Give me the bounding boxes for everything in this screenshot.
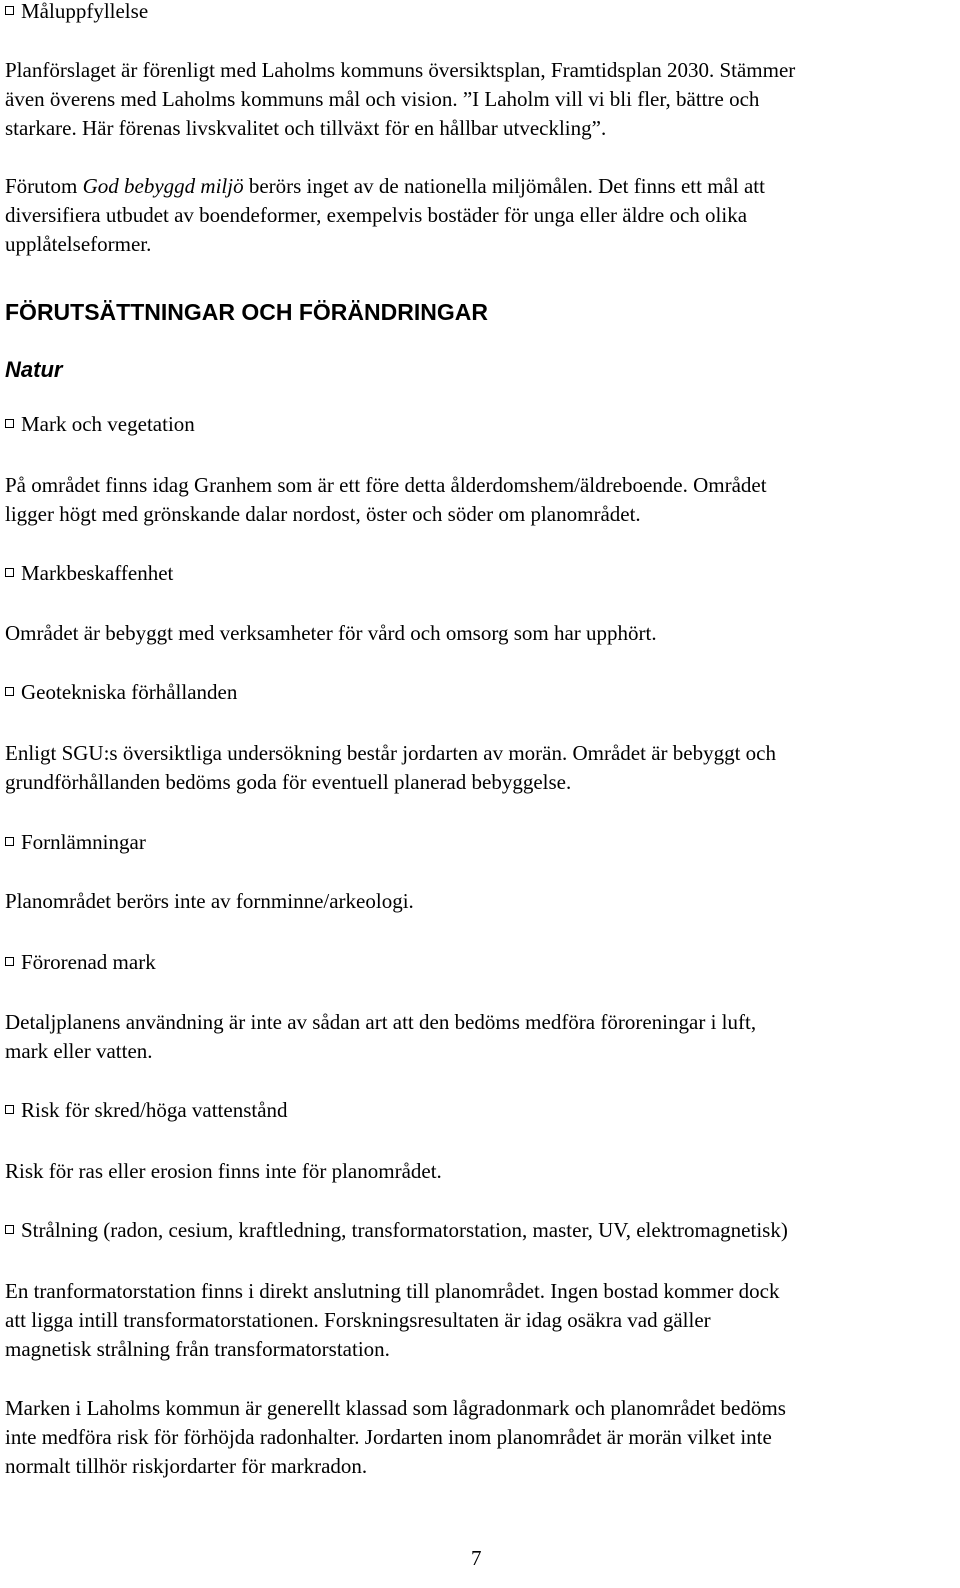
text-line: Planförslaget är förenligt med Laholms kommuns översiktsplan, Framtidsplan 2030. Stämmer bbox=[5, 58, 796, 82]
text-line: att ligga intill transformatorstationen. Forskningsresultaten är idag osäkra vad gäller bbox=[5, 1308, 711, 1332]
heading-markbeskaffenhet bbox=[5, 559, 173, 587]
text-segment: berörs inget av de nationella miljömålen. Det finns ett mål att bbox=[243, 174, 765, 198]
heading-mark-och-vegetation bbox=[5, 410, 195, 438]
heading-fororenad-mark bbox=[5, 948, 156, 976]
text-line: inte medföra risk för förhöjda radonhalter. Jordarten inom planområdet är morän vilket inte bbox=[5, 1425, 772, 1449]
subsection-title: Natur bbox=[5, 357, 63, 382]
heading-fornlamningar bbox=[5, 828, 146, 856]
heading-geotekniska-forhallanden bbox=[5, 678, 237, 706]
text-line: upplåtelseformer. bbox=[5, 232, 152, 256]
text-line bbox=[5, 172, 950, 201]
heading-text: Måluppfyllelse bbox=[21, 0, 149, 23]
paragraph-mark-och-vegetation bbox=[5, 471, 950, 529]
heading-text: Förorenad mark bbox=[21, 950, 156, 974]
text-line: diversifiera utbudet av boendeformer, exempelvis bostäder för unga eller äldre och olika bbox=[5, 203, 748, 227]
heading-text: Markbeskaffenhet bbox=[21, 561, 174, 585]
paragraph-stralning-radon bbox=[5, 1394, 950, 1481]
text-line: mark eller vatten. bbox=[5, 1039, 153, 1063]
paragraph-miljomal bbox=[5, 172, 950, 259]
text-line: På området finns idag Granhem som är ett före detta ålderdomshem/äldreboende. Området bbox=[5, 473, 767, 497]
text-line: Risk för ras eller erosion finns inte för planområdet. bbox=[5, 1159, 442, 1183]
heading-text: Strålning (radon, cesium, kraftledning, transformatorstation, master, UV, elektromagnetisk) bbox=[21, 1218, 788, 1242]
square-bullet-icon bbox=[5, 1225, 14, 1234]
text-line: starkare. Här förenas livskvalitet och tillväxt för en hållbar utveckling”. bbox=[5, 116, 607, 140]
text-line: Området är bebyggt med verksamheter för vård och omsorg som har upphört. bbox=[5, 621, 657, 645]
text-line: även överens med Laholms kommuns mål och vision. ”I Laholm vill vi bli fler, bättre och bbox=[5, 87, 760, 111]
heading-text: Fornlämningar bbox=[21, 830, 146, 854]
section-title: FÖRUTSÄTTNINGAR OCH FÖRÄNDRINGAR bbox=[5, 299, 488, 325]
paragraph-markbeskaffenhet bbox=[5, 619, 950, 648]
text-segment: Förutom bbox=[5, 174, 83, 198]
emphasis-text: God bebyggd miljö bbox=[82, 174, 244, 198]
heading-text: Risk för skred/höga vattenstånd bbox=[21, 1098, 288, 1122]
text-line: magnetisk strålning från transformatorstation. bbox=[5, 1337, 390, 1361]
text-line: grundförhållanden bedöms goda för eventuell planerad bebyggelse. bbox=[5, 770, 572, 794]
square-bullet-icon bbox=[5, 687, 14, 696]
paragraph-planforslag bbox=[5, 56, 950, 143]
text-line: Marken i Laholms kommun är generellt klassad som lågradonmark och planområdet bedöms bbox=[5, 1396, 786, 1420]
heading-maluppfyllelse bbox=[5, 0, 148, 25]
text-line: Planområdet berörs inte av fornminne/arkeologi. bbox=[5, 889, 414, 913]
page-number: 7 bbox=[471, 1546, 482, 1570]
paragraph-fororenad-mark bbox=[5, 1008, 950, 1066]
text-line: ligger högt med grönskande dalar nordost, öster och söder om planområdet. bbox=[5, 502, 641, 526]
text-line: Enligt SGU:s översiktliga undersökning består jordarten av morän. Området är bebyggt och bbox=[5, 741, 776, 765]
heading-risk-for-skred bbox=[5, 1096, 288, 1124]
paragraph-fornlamningar bbox=[5, 887, 950, 916]
square-bullet-icon bbox=[5, 837, 14, 846]
square-bullet-icon bbox=[5, 419, 14, 428]
square-bullet-icon bbox=[5, 957, 14, 966]
paragraph-stralning-transformator bbox=[5, 1277, 950, 1364]
text-line: normalt tillhör riskjordarter för markradon. bbox=[5, 1454, 368, 1478]
heading-text: Geotekniska förhållanden bbox=[21, 680, 238, 704]
square-bullet-icon bbox=[5, 6, 14, 15]
text-line: En tranformatorstation finns i direkt anslutning till planområdet. Ingen bostad kommer dock bbox=[5, 1279, 780, 1303]
paragraph-geotekniska-forhallanden bbox=[5, 739, 950, 797]
square-bullet-icon bbox=[5, 568, 14, 577]
text-line: Detaljplanens användning är inte av sådan art att den bedöms medföra föroreningar i luft, bbox=[5, 1010, 757, 1034]
square-bullet-icon bbox=[5, 1105, 14, 1114]
heading-stralning bbox=[5, 1216, 788, 1244]
heading-text: Mark och vegetation bbox=[21, 412, 195, 436]
paragraph-risk-for-skred bbox=[5, 1157, 950, 1186]
